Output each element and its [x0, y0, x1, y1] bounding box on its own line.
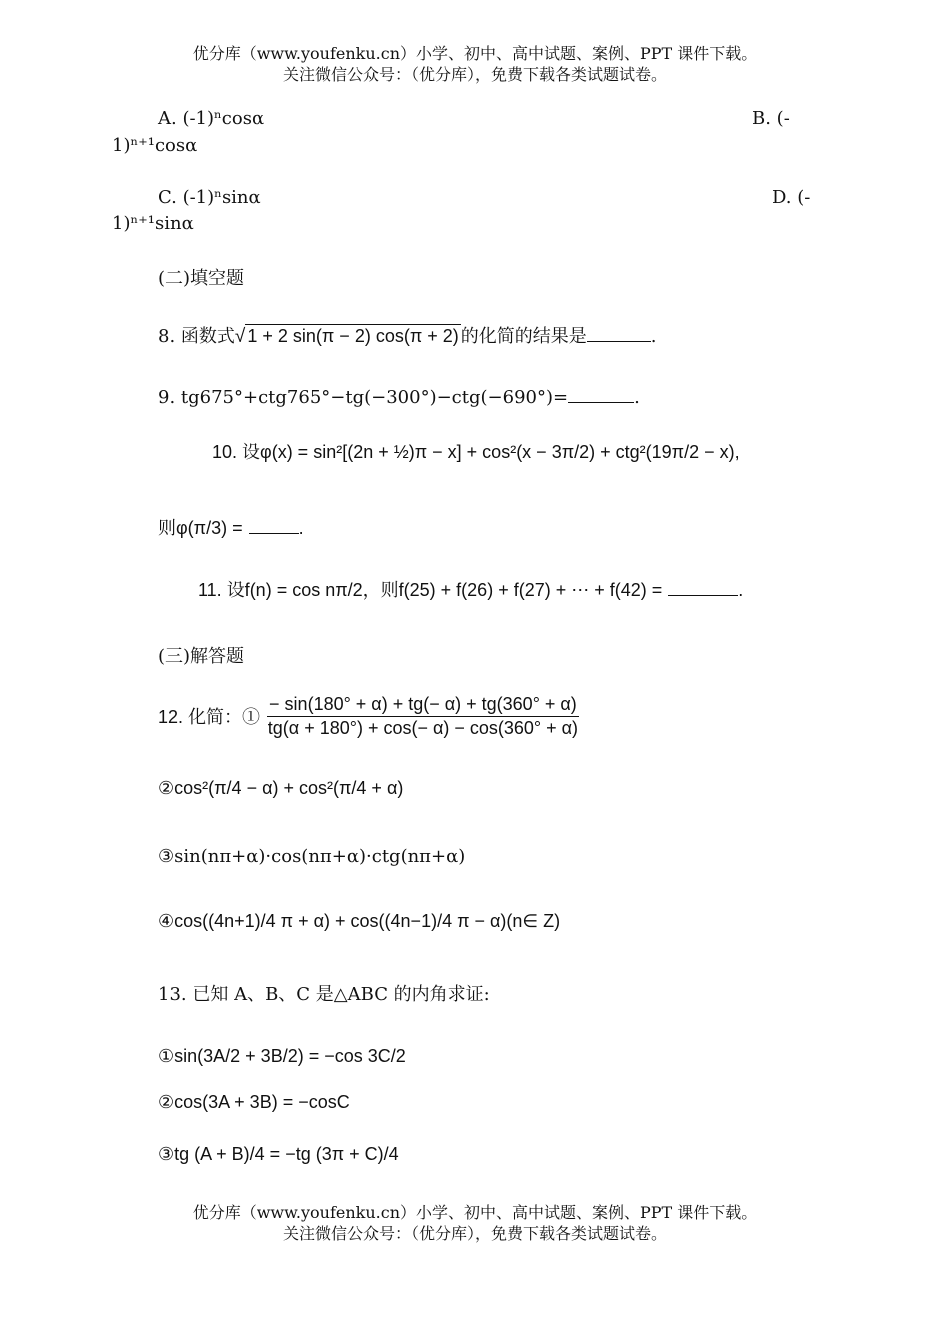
- q9-text: 9. tg675°+ctg765°−tg(−300°)−ctg(−690°)=: [158, 387, 569, 408]
- q8-answer-blank: [587, 325, 651, 342]
- q10-answer-blank: [249, 517, 299, 534]
- header-line-2: 关注微信公众号：（优分库），免费下载各类试题试卷。: [282, 65, 667, 84]
- footer-line-1: 优分库（www.youfenku.cn）小学、初中、高中试题、案例、PPT 课件下载。: [192, 1203, 758, 1222]
- option-b-end: 1)ⁿ⁺¹cosα: [112, 135, 198, 156]
- q13-part1: ①sin(3A/2 + 3B/2) = −cos 3C/2: [158, 1046, 406, 1066]
- q13-part3: ③tg (A + B)/4 = −tg (3π + C)/4: [158, 1144, 399, 1164]
- section-fill-title: (二)填空题: [158, 268, 245, 289]
- q8-suffix: 的化简的结果是: [460, 326, 587, 347]
- q11-text: 11. 设f(n) = cos nπ/2，则f(25) + f(26) + f(27) + ⋯ + f(42) =: [198, 580, 663, 600]
- q10-line1: 10. 设φ(x) = sin²[(2n + ½)π − x] + cos²(x − 3π/2) + ctg²(19π/2 − x),: [212, 442, 740, 462]
- section-answer-title: (三)解答题: [158, 646, 245, 667]
- option-a: A. (-1)ⁿcosα: [158, 108, 265, 129]
- q9-answer-blank: [568, 386, 634, 403]
- q12-part1: [158, 694, 581, 738]
- q12-fraction: [267, 694, 579, 738]
- q9: 9. tg675°+ctg765°−tg(−300°)−ctg(−690°)= .: [158, 387, 640, 408]
- q12-label: 12. 化简：①: [158, 707, 261, 728]
- option-c: C. (-1)ⁿsinα: [158, 187, 261, 208]
- q13-part2: ②cos(3A + 3B) = −cosC: [158, 1092, 350, 1112]
- q10-line2: 则φ(π/3) = .: [158, 518, 304, 538]
- footer-line-2: 关注微信公众号：（优分库），免费下载各类试题试卷。: [282, 1224, 667, 1243]
- q12-denominator: tg(α + 180°) + cos(− α) − cos(360° + α): [267, 717, 579, 738]
- option-d-end: 1)ⁿ⁺¹sinα: [112, 213, 194, 234]
- q12-part3: ③sin(nπ+α)·cos(nπ+α)·ctg(nπ+α): [158, 846, 466, 867]
- q11: 11. 设f(n) = cos nπ/2，则f(25) + f(26) + f(27) + ⋯ + f(42) = .: [198, 580, 744, 600]
- option-b-start: B. (-: [752, 108, 790, 129]
- q12-numerator: − sin(180° + α) + tg(− α) + tg(360° + α): [267, 694, 579, 717]
- q8-prefix: 8. 函数式: [158, 326, 235, 347]
- q10-line2-text: 则φ(π/3) =: [158, 518, 243, 538]
- header-line-1: 优分库（www.youfenku.cn）小学、初中、高中试题、案例、PPT 课件下载。: [192, 44, 758, 63]
- option-d-start: D. (-: [772, 187, 811, 208]
- q13-text: 13. 已知 A、B、C 是△ABC 的内角求证:: [158, 984, 490, 1005]
- q12-part4: ④cos((4n+1)/4 π + α) + cos((4n−1)/4 π − α)(n∈ Z): [158, 911, 561, 931]
- q8-radicand: 1 + 2 sin(π − 2) cos(π + 2): [247, 326, 459, 346]
- q11-answer-blank: [668, 579, 738, 596]
- q12-part2: ②cos²(π/4 − α) + cos²(π/4 + α): [158, 778, 404, 798]
- q8: 8. 函数式√ 1 + 2 sin(π − 2) cos(π + 2) 的化简的结果是 .: [158, 326, 657, 347]
